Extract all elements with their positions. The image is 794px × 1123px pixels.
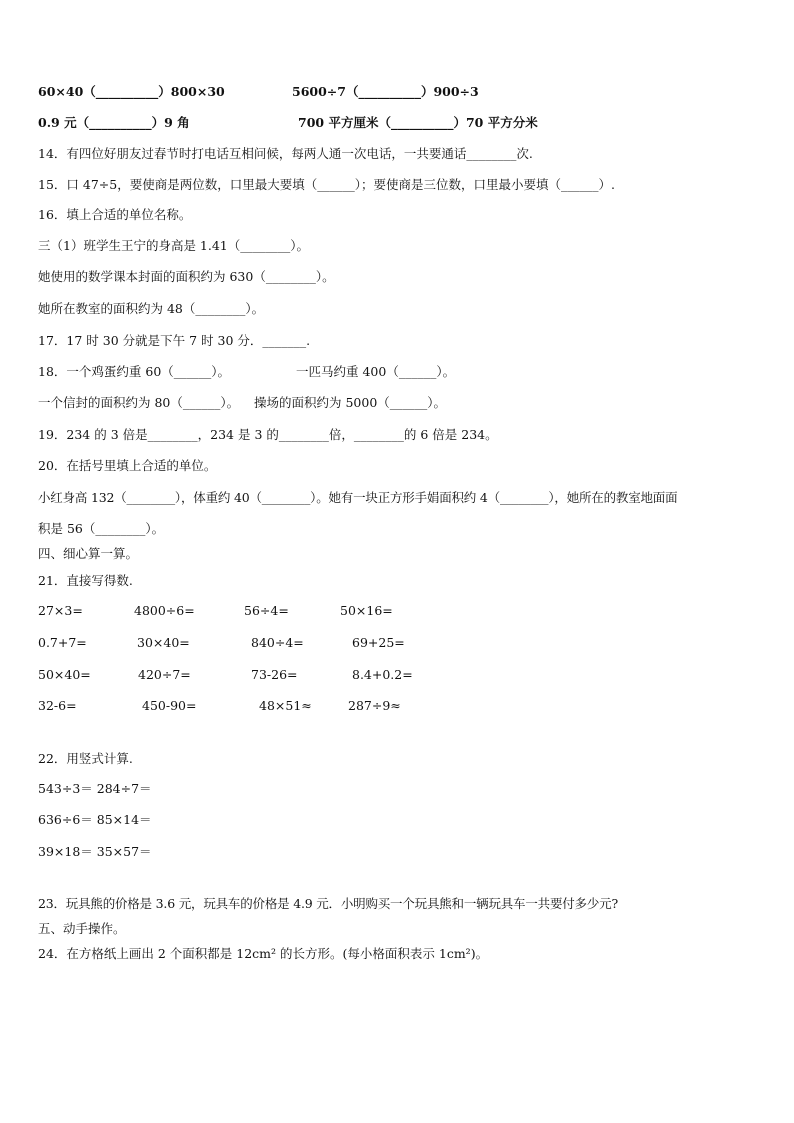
question-23: 23．玩具熊的价格是 3.6 元，玩具车的价格是 4.9 元．小明购买一个玩具熊和一辆玩具车一共要付多少元? (38, 896, 618, 911)
question-15: 15．口 47÷5，要使商是两位数，口里最大要填（______）；要使商是三位数，口里最小要填（______）. (38, 177, 615, 192)
question-21: 21．直接写得数. (38, 573, 133, 588)
section-4-heading: 四、细心算一算。 (38, 546, 139, 561)
section-5-heading: 五、动手操作。 (38, 921, 126, 936)
calc-item: 48×51≈ (259, 698, 312, 713)
calc-item: 56÷4= (244, 603, 289, 618)
question-20: 20．在括号里填上合适的单位。 (38, 458, 217, 473)
question-18-part-1: 18．一个鸡蛋约重 60（______）。 (38, 364, 231, 379)
calc-item: 450-90= (142, 698, 197, 713)
compare-item-2: 5600÷7（__________）900÷3 (292, 84, 479, 99)
calc-item: 420÷7= (138, 667, 191, 682)
vertical-calc-row-3: 39×18＝ 35×57＝ (38, 844, 152, 859)
question-16: 16．填上合适的单位名称。 (38, 207, 192, 222)
question-14: 14．有四位好朋友过春节时打电话互相问候，每两人通一次电话，一共要通话________次. (38, 146, 533, 161)
question-20-line-2: 积是 56（________）。 (38, 521, 165, 536)
vertical-calc-row-1: 543÷3＝ 284÷7＝ (38, 781, 152, 796)
question-20-line-1: 小红身高 132（________），体重约 40（________）。她有一块正方形手娟面积约 4（________），她所在的教室地面面 (38, 490, 678, 505)
question-16-line-1: 三（1）班学生王宁的身高是 1.41（________）。 (38, 238, 310, 253)
question-18-part-2: 一匹马约重 400（______）。 (296, 364, 456, 379)
calc-item: 30×40= (137, 635, 190, 650)
compare-item-3: 0.9 元（__________）9 角 (38, 115, 190, 130)
question-22: 22．用竖式计算. (38, 751, 133, 766)
calc-item: 32-6= (38, 698, 77, 713)
calc-item: 73-26= (251, 667, 298, 682)
compare-item-4: 700 平方厘米（__________）70 平方分米 (298, 115, 538, 130)
vertical-calc-row-2: 636÷6＝ 85×14＝ (38, 812, 152, 827)
calc-item: 0.7+7= (38, 635, 87, 650)
question-24: 24．在方格纸上画出 2 个面积都是 12cm² 的长方形。(每小格面积表示 1cm²)。 (38, 946, 489, 961)
calc-item: 27×3= (38, 603, 83, 618)
question-16-line-3: 她所在教室的面积约为 48（________）。 (38, 301, 265, 316)
calc-item: 69+25= (352, 635, 405, 650)
calc-item: 287÷9≈ (348, 698, 401, 713)
compare-item-1: 60×40（__________）800×30 (38, 84, 225, 99)
question-17: 17．17 时 30 分就是下午 7 时 30 分．_______. (38, 333, 311, 348)
question-16-line-2: 她使用的数学课本封面的面积约为 630（________）。 (38, 269, 335, 284)
calc-item: 50×16= (340, 603, 393, 618)
question-19: 19．234 的 3 倍是________，234 是 3 的________倍，________的 6 倍是 234。 (38, 427, 498, 442)
question-18-part-4: 操场的面积约为 5000（______）。 (254, 395, 447, 410)
calc-item: 8.4+0.2= (352, 667, 413, 682)
calc-item: 840÷4= (251, 635, 304, 650)
question-18-part-3: 一个信封的面积约为 80（______）。 (38, 395, 240, 410)
calc-item: 4800÷6= (134, 603, 195, 618)
calc-item: 50×40= (38, 667, 91, 682)
